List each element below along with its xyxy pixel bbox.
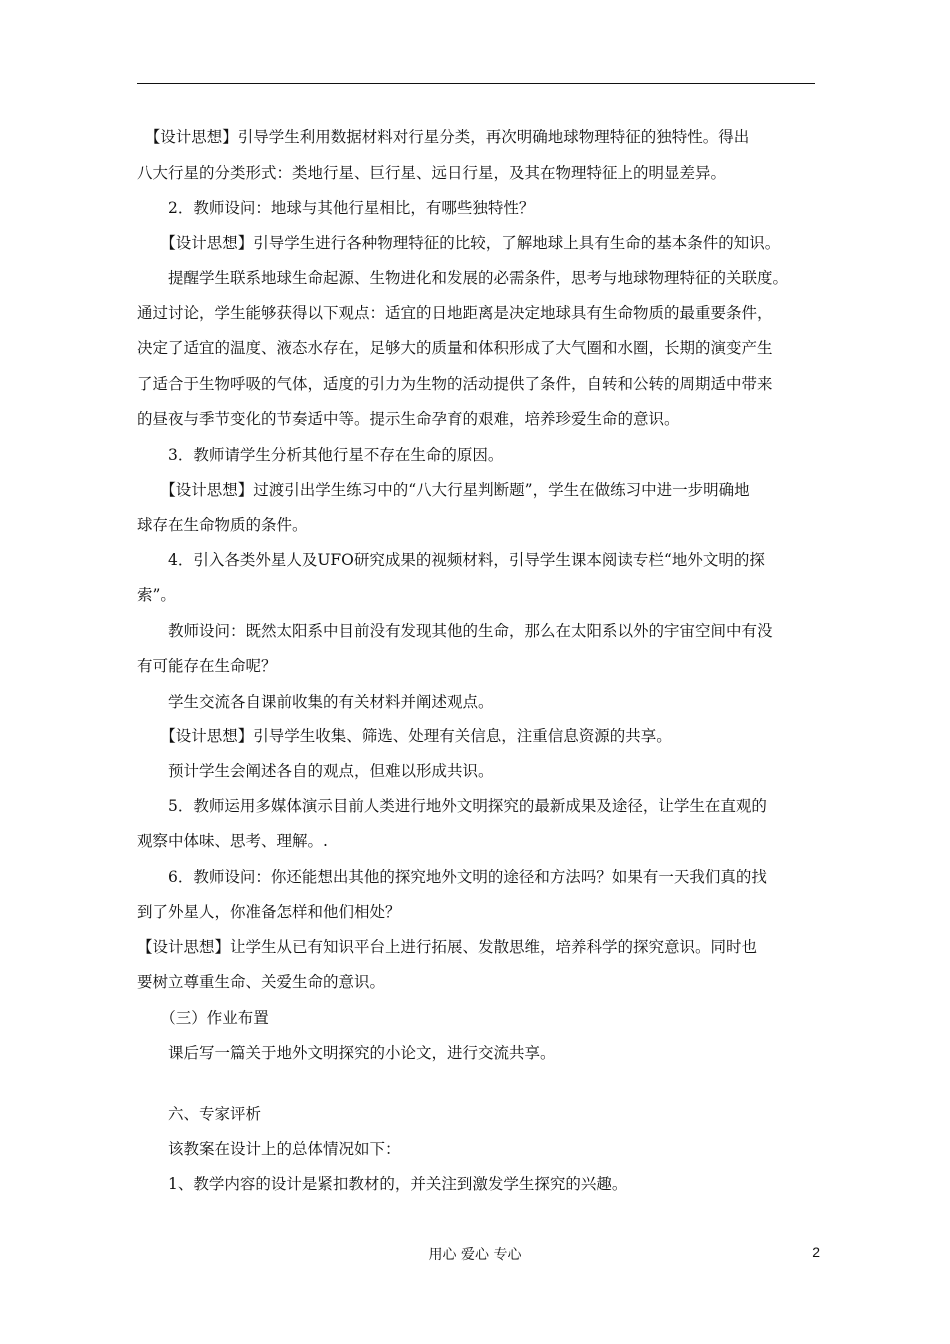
paragraph-line: 【设计思想】引导学生收集、筛选、处理有关信息，注重信息资源的共享。 <box>137 727 672 745</box>
section-heading: （三）作业布置 <box>137 1009 269 1027</box>
paragraph-line: 通过讨论，学生能够获得以下观点：适宜的日地距离是决定地球具有生命物质的最重要条件， <box>137 304 773 322</box>
page-number: 2 <box>812 1244 820 1260</box>
paragraph-line: 预计学生会阐述各自的观点，但难以形成共识。 <box>137 762 494 780</box>
footer-slogan: 用心 爱心 专心 <box>428 1247 522 1263</box>
paragraph-line: 5．教师运用多媒体演示目前人类进行地外文明探究的最新成果及途径，让学生在直观的 <box>137 797 767 815</box>
paragraph-line: 八大行星的分类形式：类地行星、巨行星、远日行星，及其在物理特征上的明显差异。 <box>137 164 727 182</box>
paragraph-line: 决定了适宜的温度、液态水存在，足够大的质量和体积形成了大气圈和水圈，长期的演变产生 <box>137 339 773 357</box>
paragraph-line: 了适合于生物呼吸的气体，适度的引力为生物的活动提供了条件，自转和公转的周期适中带来 <box>137 375 773 393</box>
paragraph-line: 提醒学生联系地球生命起源、生物进化和发展的必需条件，思考与地球物理特征的关联度。 <box>137 269 789 287</box>
header-rule <box>137 83 815 84</box>
paragraph-line: 4．引入各类外星人及UFO研究成果的视频材料，引导学生课本阅读专栏“地外文明的探 <box>137 551 765 569</box>
paragraph-line: 【设计思想】引导学生进行各种物理特征的比较，了解地球上具有生命的基本条件的知识。 <box>137 234 781 252</box>
paragraph-line: 课后写一篇关于地外文明探究的小论文，进行交流共享。 <box>137 1044 556 1062</box>
paragraph-line: 教师设问：既然太阳系中目前没有发现其他的生命，那么在太阳系以外的宇宙空间中有没 <box>137 622 773 640</box>
paragraph-line: 学生交流各自课前收集的有关材料并阐述观点。 <box>137 693 494 711</box>
paragraph-line: 【设计思想】让学生从已有知识平台上进行拓展、发散思维，培养科学的探究意识。同时也 <box>137 938 758 956</box>
paragraph-line: 到了外星人，你准备怎样和他们相处？ <box>137 903 401 921</box>
paragraph-line: 6．教师设问：你还能想出其他的探究地外文明的途径和方法吗？如果有一天我们真的找 <box>137 868 767 886</box>
paragraph-line: 要树立尊重生命、关爱生命的意识。 <box>137 973 386 991</box>
paragraph-line: 2．教师设问：地球与其他行星相比，有哪些独特性？ <box>137 199 535 217</box>
paragraph-line: 观察中体味、思考、理解。. <box>137 832 328 850</box>
paragraph-line: 【设计思想】过渡引出学生练习中的“八大行星判断题”，学生在做练习中进一步明确地 <box>137 481 750 499</box>
paragraph-line: 1、教学内容的设计是紧扣教材的，并关注到激发学生探究的兴趣。 <box>137 1175 628 1193</box>
paragraph-line: 3．教师请学生分析其他行星不存在生命的原因。 <box>137 446 504 464</box>
paragraph-line: 【设计思想】引导学生利用数据材料对行星分类，再次明确地球物理特征的独特性。得出 <box>137 128 750 146</box>
section-heading: 六、专家评析 <box>137 1105 262 1123</box>
paragraph-line: 的昼夜与季节变化的节奏适中等。提示生命孕育的艰难，培养珍爱生命的意识。 <box>137 410 680 428</box>
paragraph-line: 该教案在设计上的总体情况如下： <box>137 1140 401 1158</box>
paragraph-line: 有可能存在生命呢？ <box>137 657 277 675</box>
paragraph-line: 索”。 <box>137 586 176 604</box>
paragraph-line: 球存在生命物质的条件。 <box>137 516 308 534</box>
